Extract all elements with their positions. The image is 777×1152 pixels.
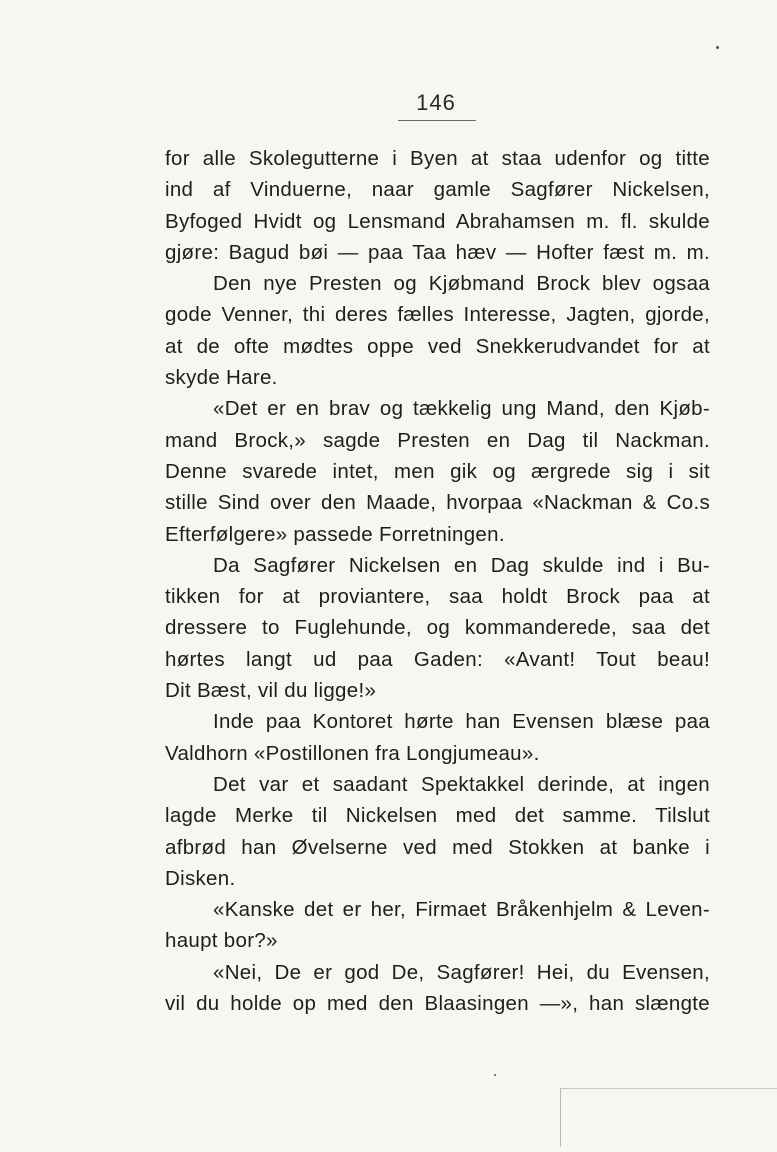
text-line: Disken. bbox=[165, 866, 236, 890]
text-line: Inde paa Kontoret hørte han Evensen blæse paa bbox=[213, 710, 710, 734]
text-line: at de ofte mødtes oppe ved Snekkerudvandet for at bbox=[165, 334, 710, 358]
text-line: for alle Skolegutterne i Byen at staa udenfor og titte bbox=[165, 147, 710, 170]
text-line: afbrød han Øvelserne ved med Stokken at banke i bbox=[165, 835, 710, 859]
text-line: dressere to Fuglehunde, og kommanderede, saa det bbox=[165, 616, 710, 640]
text-line: «Kanske det er her, Firmaet Bråkenhjelm & Leven- bbox=[213, 898, 710, 922]
text-line: skyde Hare. bbox=[165, 366, 278, 390]
text-line: «Det er en brav og tækkelig ung Mand, den Kjøb- bbox=[213, 397, 710, 421]
text-line: ind af Vinduerne, naar gamle Sagfører Nickelsen, bbox=[165, 178, 710, 202]
text-line: Denne svarede intet, men gik og ærgrede sig i sit bbox=[165, 459, 710, 483]
text-line: gode Venner, thi deres fælles Interesse, Jagten, gjorde, bbox=[165, 303, 710, 327]
text-line: gjøre: Bagud bøi — paa Taa hæv — Hofter fæst m. m. bbox=[165, 240, 710, 264]
text-line: haupt bor?» bbox=[165, 929, 278, 953]
text-line: Byfoged Hvidt og Lensmand Abrahamsen m. fl. skulde bbox=[165, 209, 710, 233]
text-line: stille Sind over den Maade, hvorpaa «Nackman & Co.s bbox=[165, 491, 710, 515]
text-line: vil du holde op med den Blaasingen —», han slængte bbox=[165, 992, 710, 1016]
text-line: Valdhorn «Postillonen fra Longjumeau». bbox=[165, 741, 540, 765]
text-line: Da Sagfører Nickelsen en Dag skulde ind i Bu- bbox=[213, 553, 710, 577]
body-text bbox=[165, 143, 710, 1019]
paper-speck bbox=[494, 1074, 496, 1076]
text-line: Efterfølgere» passede Forretningen. bbox=[165, 522, 505, 546]
scan-edge-mark bbox=[560, 1088, 777, 1147]
text-line: hørtes langt ud paa Gaden: «Avant! Tout beau! bbox=[165, 647, 710, 671]
paper-speck bbox=[716, 46, 719, 49]
text-line: lagde Merke til Nickelsen med det samme. Tilslut bbox=[165, 804, 710, 828]
text-line: «Nei, De er god De, Sagfører! Hei, du Evensen, bbox=[213, 960, 710, 984]
page-number-rule bbox=[398, 120, 476, 121]
page-number: 146 bbox=[416, 90, 456, 115]
text-line: Den nye Presten og Kjøbmand Brock blev ogsaa bbox=[213, 272, 710, 296]
text-line: tikken for at proviantere, saa holdt Brock paa at bbox=[165, 585, 710, 609]
text-line: Det var et saadant Spektakkel derinde, at ingen bbox=[213, 772, 710, 796]
text-line: mand Brock,» sagde Presten en Dag til Nackman. bbox=[165, 428, 710, 452]
text-line: Dit Bæst, vil du ligge!» bbox=[165, 679, 377, 703]
